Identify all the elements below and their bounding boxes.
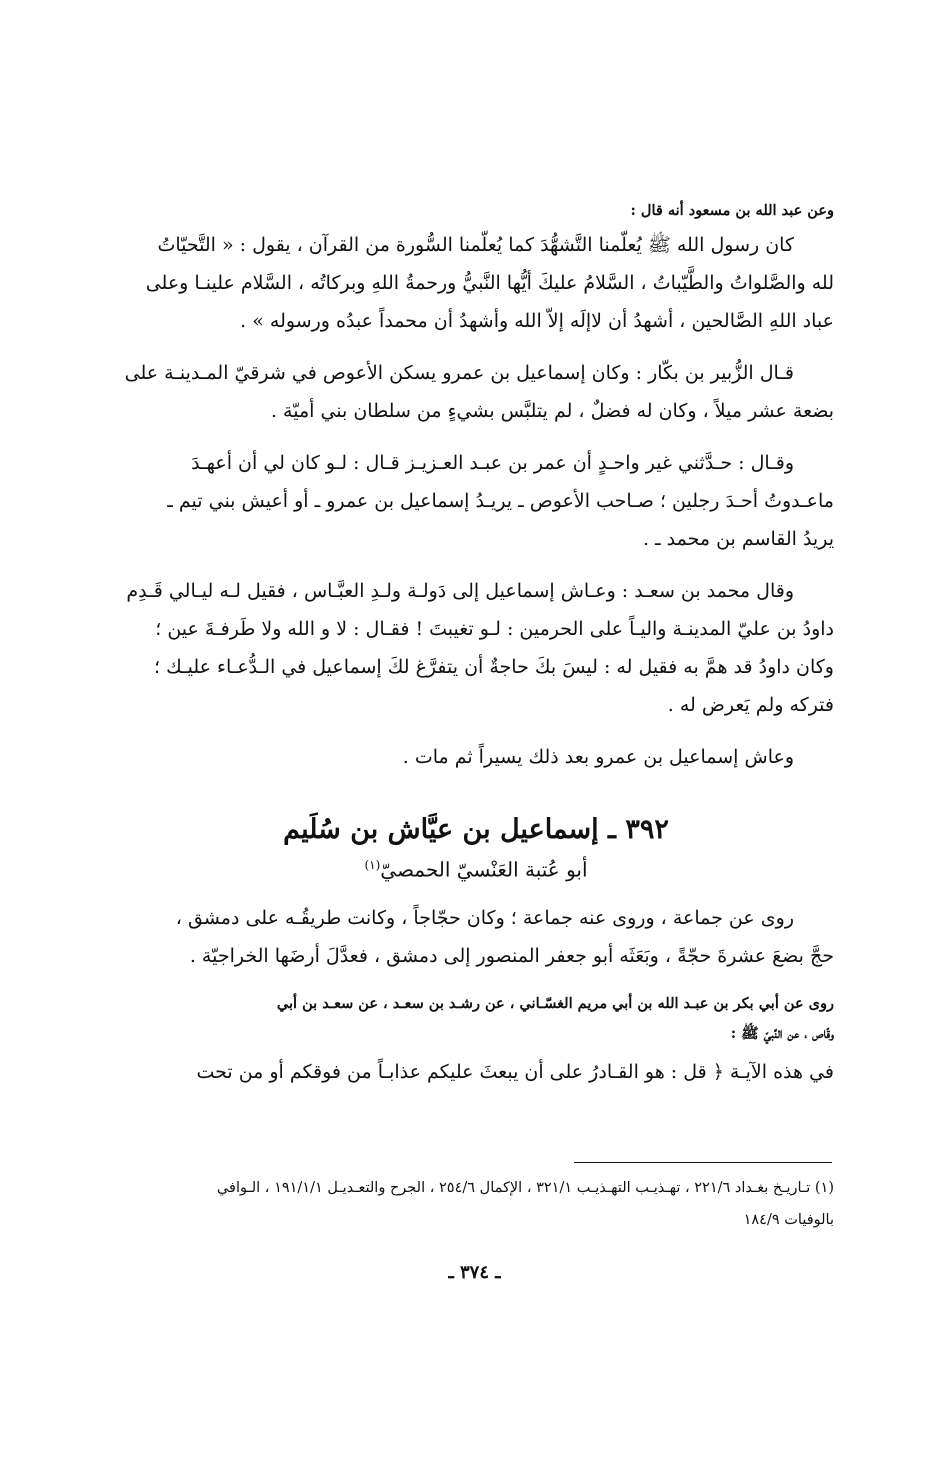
text-line: روى عن جماعة ، وروى عنه جماعة ؛ وكان حجّاجاً ، وكانت طريقُـه على دمشق ، (175, 906, 794, 929)
text-line: حجَّ بضعَ عشرةَ حجّةً ، وبَعَثَه أبو جعفر المنصور إلى دمشق ، فعدَّلَ أرضَها الخراجيّة . (189, 944, 834, 967)
text-line: يريدُ القاسم بن محمد ـ . (642, 528, 834, 550)
text-line: وعاش إسماعيل بن عمرو بعد ذلك يسيراً ثم مات . (402, 746, 794, 768)
footnote-divider (574, 1162, 832, 1163)
text-line: عباد اللهِ الصَّالحين ، أشهدُ أن لاإلَه إلاّ الله وأشهدُ أن محمداً عبدُه ورسوله » . (240, 310, 834, 332)
paragraph-zubayr (118, 354, 834, 430)
text-line: روى عن أبي بكر بن عبـد الله بن أبي مريم الغسّـاني ، عن رشـد بن سعـد ، عن سعـد بن أبي (276, 994, 834, 1012)
footnote-line: بالوفيات ١٨٤/٩ (743, 1212, 834, 1228)
intro-line: وعن عبد الله بن مسعود أنه قال : (630, 202, 834, 219)
paragraph-umar (118, 444, 834, 558)
text-line: لله والصَّلواتُ والطَّيّباتُ ، السَّلامُ عليكَ أيُّها النَّبيُّ ورحمةُ اللهِ وبركاتُه ، السَّلام علينـا وعلى (145, 272, 834, 294)
text-line-verse: في هذه الآيـة ﴿ قل : هو القـادرُ على أن يبعثَ عليكم عذابـاً من فوقكم أو من تحت (196, 1060, 834, 1083)
entry-subtitle (118, 850, 834, 885)
footnote-ref: (١) (364, 858, 381, 872)
page-number: ـ ٣٧٤ ـ (448, 1262, 501, 1283)
paragraph-ibn-saad (118, 572, 834, 724)
text-line: كان رسول الله ﷺ يُعلّمنا التَّشهُّدَ كما يُعلّمنا السُّورة من القرآن ، يقول : « التَّحيّاتُ (157, 234, 794, 256)
paragraph-isnad (118, 989, 834, 1049)
text-line: بضعة عشر ميلاً ، وكان له فضلٌ ، لم يتلبَّس بشيءٍ من سلطان بني أميّة . (270, 400, 834, 422)
text-line: وقـال : حـدَّثني غير واحـدٍ أن عمر بن عبـد العـزيـز قـال : لـو كان لي أن أعهـدَ (191, 452, 794, 474)
page-body (118, 196, 834, 1091)
paragraph-bio (118, 899, 834, 975)
text-line: قـال الزُّبير بن بكّار : وكان إسماعيل بن عمرو يسكن الأعوص في شرقيّ المـدينـة على (124, 362, 794, 384)
text-line: وقال محمد بن سعـد : وعـاش إسماعيل إلى دَولـة ولـدِ العبَّـاس ، فقيل لـه ليـالي قَـدِم (126, 580, 794, 602)
entry-title: ٣٩٢ ـ إسماعيل بن عيَّاش بن سُلَيم (283, 814, 669, 845)
text-line: ماعـدوتُ أحـدَ رجلين ؛ صـاحب الأعوص ـ يريـدُ إسماعيل بن عمرو ـ أو أعيش بني تيم ـ (167, 490, 834, 512)
entry-kunya: أبو عُتبة العَنْسيّ الحمصيّ (380, 857, 588, 882)
paragraph-tashahhud (118, 226, 834, 340)
text-line: فتركه ولم يَعرض له . (667, 694, 834, 716)
footnote-line: (١) تـاريـخ بغـداد ٢٢١/٦ ، تهـذيـب التهـذيـب ٣٢١/١ ، الإكمال ٢٥٤/٦ ، الجرح والتعـديـل ١٩١/١/١ ، الـوافي (216, 1180, 834, 1196)
text-line: وكان داودُ قد همَّ به فقيل له : ليسَ بكَ حاجةٌ أن يتفرَّغ لكَ إسماعيل في الـدُّعـاء عليـك ؛ (153, 656, 834, 678)
footnotes (118, 1172, 834, 1236)
paragraph-death (118, 738, 834, 776)
text-line: داودُ بن عليّ المدينـة واليـاً على الحرمين : لـو تغيبتَ ! فقـال : لا و الله ولا طَرفـةَ عين ؛ (155, 618, 834, 640)
text-line: وقّاص ، عن النَّبيّ ﷺ : (730, 1024, 834, 1042)
